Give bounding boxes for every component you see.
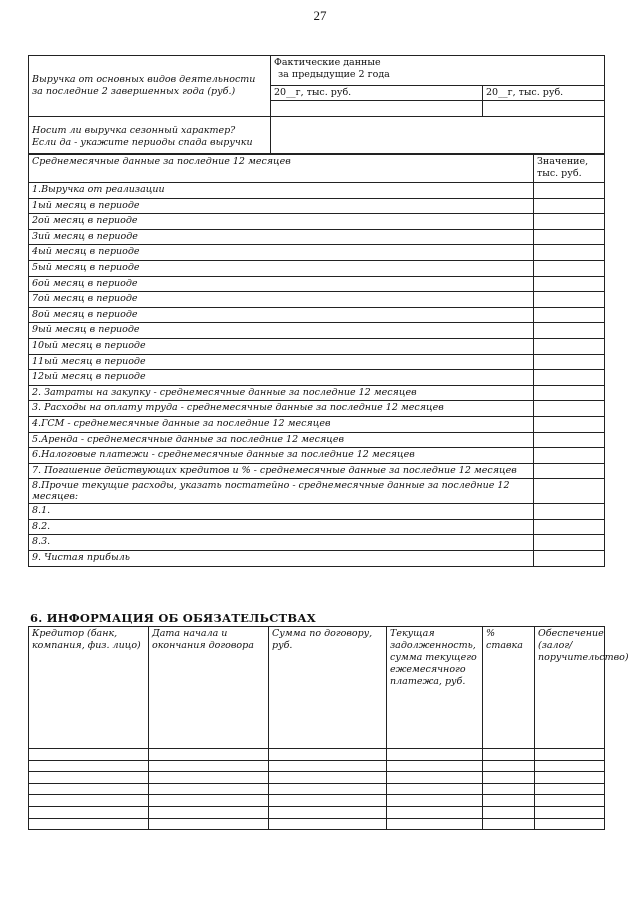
value-cell[interactable]: [534, 370, 605, 386]
seasonal-question: [29, 117, 271, 155]
row-label: 12ый месяц в периоде: [29, 370, 534, 386]
actual-data-header: [271, 56, 605, 86]
liabilities-table: [28, 626, 629, 830]
value-cell[interactable]: [534, 432, 605, 448]
row-label: 2. Затраты на закупку - среднемесячные данные за последние 12 месяцев: [29, 385, 534, 401]
table-row: [29, 818, 605, 830]
value-cell[interactable]: [534, 504, 605, 520]
value-cell[interactable]: [534, 354, 605, 370]
table-row: [29, 183, 605, 199]
row-label: 9ый месяц в периоде: [29, 323, 534, 339]
value-cell[interactable]: [534, 229, 605, 245]
seasonal-answer-cell[interactable]: [271, 117, 605, 155]
value-cell[interactable]: [534, 401, 605, 417]
row-label: 5.Аренда - среднемесячные данные за последние 12 месяцев: [29, 432, 534, 448]
page-number: 27: [313, 8, 327, 23]
value-cell[interactable]: [534, 535, 605, 551]
value-cell[interactable]: [534, 385, 605, 401]
value-cell[interactable]: [534, 338, 605, 354]
row-label: 1ый месяц в периоде: [29, 198, 534, 214]
monthly-data-table: [28, 153, 605, 567]
row-label: 8ой месяц в периоде: [29, 307, 534, 323]
table-row: [29, 479, 605, 504]
row-label: 8.1.: [29, 504, 534, 520]
row-label: 11ый месяц в периоде: [29, 354, 534, 370]
contract-amount-column-header: Сумма по договору, руб.: [269, 627, 387, 749]
actual-data-header-line1: Фактические данные: [274, 57, 381, 68]
contract-dates-column-header: Дата начала и окончания договора: [149, 627, 269, 749]
table-row: [29, 338, 605, 354]
table-row: [29, 519, 605, 535]
row-label: 8.2.: [29, 519, 534, 535]
value-cell[interactable]: [534, 519, 605, 535]
value-cell[interactable]: [534, 323, 605, 339]
value-cell[interactable]: [534, 198, 605, 214]
table-row: [29, 260, 605, 276]
value-cell[interactable]: [534, 260, 605, 276]
row-label: 7. Погашение действующих кредитов и % - среднемесячные данные за последние 12 месяцев: [29, 463, 534, 479]
table-row: [29, 806, 605, 818]
table-row: [29, 448, 605, 464]
table-row: [29, 385, 605, 401]
row-label: 8.3.: [29, 535, 534, 551]
creditor-column-header: Кредитор (банк, компания, физ. лицо): [29, 627, 149, 749]
year2-value-cell[interactable]: [483, 101, 605, 117]
value-cell[interactable]: [534, 292, 605, 308]
row-label: 3ий месяц в периоде: [29, 229, 534, 245]
table-row: [29, 463, 605, 479]
table-row: [29, 276, 605, 292]
actual-data-header-line2: за предыдущие 2 года: [278, 69, 390, 80]
table-row: [29, 323, 605, 339]
table-row: [29, 292, 605, 308]
value-header-line2: тыс. руб.: [537, 168, 582, 179]
value-cell[interactable]: [534, 551, 605, 567]
row-label: 6.Налоговые платежи - среднемесячные данные за последние 12 месяцев: [29, 448, 534, 464]
value-cell[interactable]: [534, 183, 605, 199]
row-label: 4ый месяц в периоде: [29, 245, 534, 261]
year2-header: 20__г, тыс. руб.: [483, 85, 605, 101]
table-row: [29, 432, 605, 448]
table-row: [29, 229, 605, 245]
table-row: [29, 535, 605, 551]
seasonal-question-line2: Если да - укажите периоды спада выручки: [32, 137, 253, 148]
table-row: [29, 772, 605, 784]
monthly-header-label: Среднемесячные данные за последние 12 месяцев: [29, 154, 534, 183]
row-label: 7ой месяц в периоде: [29, 292, 534, 308]
year1-value-cell[interactable]: [271, 101, 483, 117]
table-row: [29, 307, 605, 323]
value-cell[interactable]: [534, 307, 605, 323]
value-cell[interactable]: [534, 448, 605, 464]
row-label: 1.Выручка от реализации: [29, 183, 534, 199]
table-row: [29, 760, 605, 772]
table-row: [29, 504, 605, 520]
row-label: 2ой месяц в периоде: [29, 214, 534, 230]
value-header: [534, 154, 605, 183]
table-row: [29, 354, 605, 370]
row-label: 6ой месяц в периоде: [29, 276, 534, 292]
revenue-table: [28, 55, 605, 155]
current-debt-column-header: Текущая задолженность, сумма текущего ежемесячного платежа, руб.: [387, 627, 483, 749]
row-label: 4.ГСМ - среднемесячные данные за последние 12 месяцев: [29, 416, 534, 432]
row-label: 10ый месяц в периоде: [29, 338, 534, 354]
table-row: [29, 795, 605, 807]
table-row: [29, 749, 605, 761]
table-row: [29, 551, 605, 567]
value-cell[interactable]: [534, 276, 605, 292]
table-row: [29, 214, 605, 230]
row-label: 8.Прочие текущие расходы, указать постатейно - среднемесячные данные за последние 12 месяцев:: [29, 479, 534, 504]
liabilities-section-title: 6. ИНФОРМАЦИЯ ОБ ОБЯЗАТЕЛЬСТВАХ: [30, 611, 316, 625]
table-row: [29, 245, 605, 261]
value-cell[interactable]: [534, 479, 605, 504]
value-header-line1: Значение,: [537, 156, 589, 167]
rate-column-header: % ставка: [483, 627, 535, 749]
row-label: 9. Чистая прибыль: [29, 551, 534, 567]
table-row: [29, 370, 605, 386]
collateral-column-header: Обеспечение (залог/поручительство): [535, 627, 605, 749]
table-row: [29, 783, 605, 795]
table-row: [29, 401, 605, 417]
seasonal-question-line1: Носит ли выручка сезонный характер?: [32, 125, 236, 136]
year1-header: 20__г, тыс. руб.: [271, 85, 483, 101]
row-label: 3. Расходы на оплату труда - среднемесячные данные за последние 12 месяцев: [29, 401, 534, 417]
row-label: 5ый месяц в периоде: [29, 260, 534, 276]
table-row: [29, 198, 605, 214]
table-row: [29, 416, 605, 432]
value-cell[interactable]: [534, 214, 605, 230]
value-cell[interactable]: [534, 416, 605, 432]
revenue-label: Выручка от основных видов деятельности за последние 2 завершенных года (руб.): [29, 56, 271, 117]
value-cell[interactable]: [534, 463, 605, 479]
value-cell[interactable]: [534, 245, 605, 261]
